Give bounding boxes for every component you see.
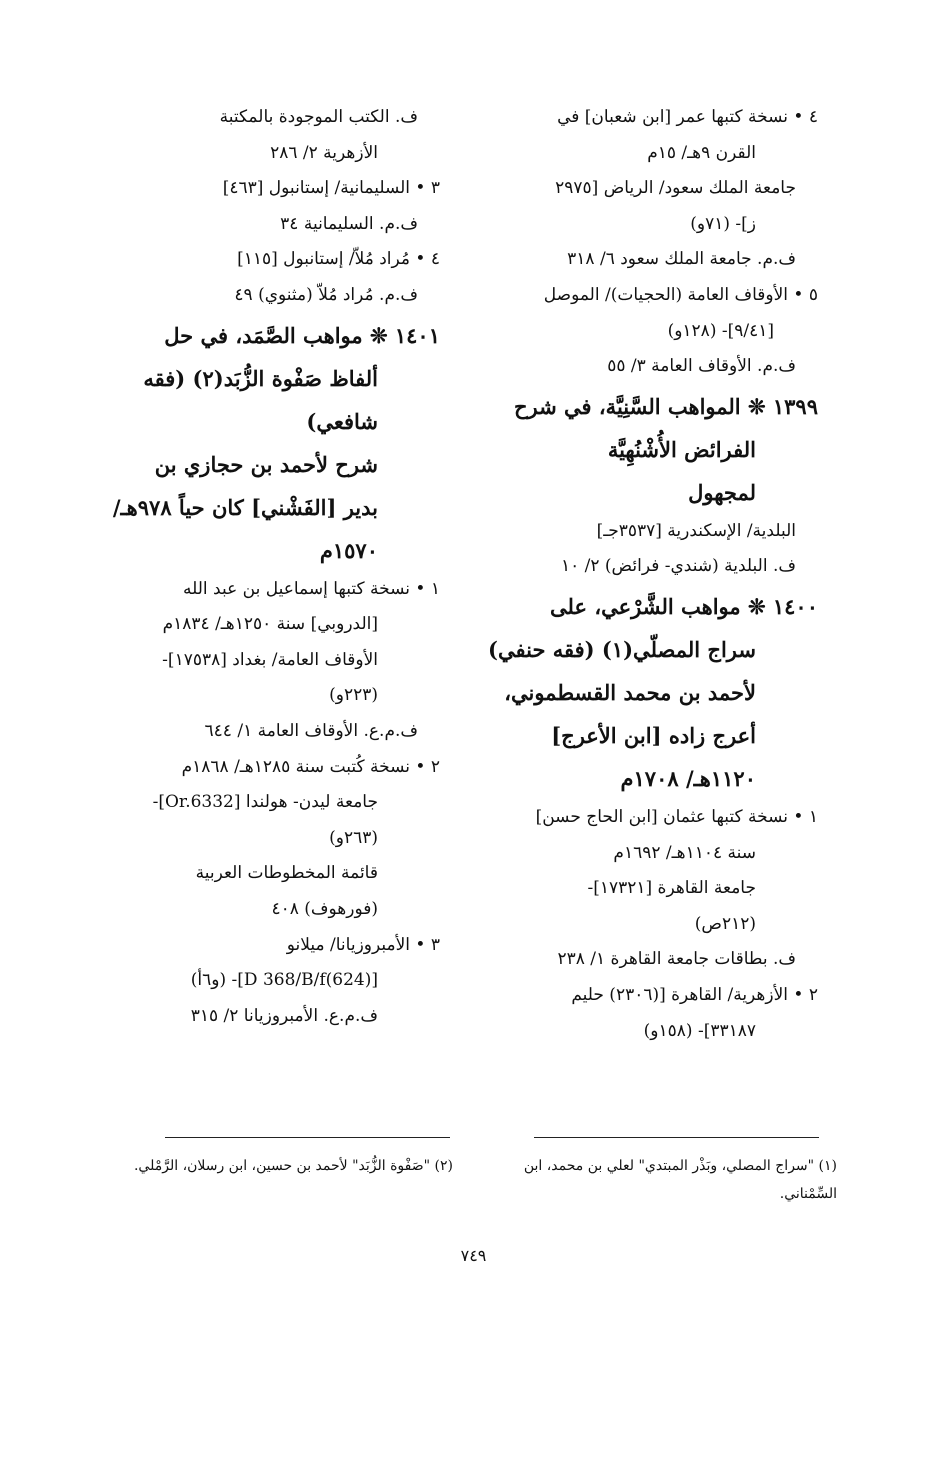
- entry-heading-line: ١٣٩٩ ❊ المواهب السَّنِيَّة، في شرح: [514, 393, 818, 419]
- text-line: [الدروبي] سنة ١٢٥٠هـ/ ١٨٣٤م: [162, 614, 378, 635]
- text-line: ٢ • نسخة كُتبت سنة ١٢٨٥هـ/ ١٨٦٨م: [181, 756, 440, 777]
- text-line: جامعة القاهرة [١٧٣٢١]-: [587, 878, 756, 899]
- text-line: ١ • نسخة كتبها إسماعيل بن عبد الله: [183, 578, 440, 599]
- text-line: ف.م. الأوقاف العامة ٣/ ٥٥: [607, 356, 796, 377]
- text-line: [(624)D 368/B/f]- (و٦أ): [190, 970, 378, 991]
- text-line: ز]- (٧١و): [690, 213, 756, 234]
- entry-heading-line: ١٥٧٠م: [319, 537, 378, 563]
- footnote-rule-right: [534, 1137, 819, 1138]
- text-line: قائمة المخطوطات العربية: [195, 863, 378, 884]
- text-line: ٣ • الأمبروزيانا/ ميلانو: [286, 934, 440, 955]
- footnote-right: (١) "سراج المصلي، وبَذْر المبتدي" لعلي بن محمد، ابن السِّمْناني.: [523, 1158, 837, 1202]
- text-line: جامعة الملك سعود/ الرياض [٢٩٧٥: [555, 178, 796, 199]
- text-line: ٤ • نسخة كتبها عمر [ابن شعبان] في: [557, 107, 818, 127]
- text-line: ٥ • الأوقاف العامة (الحجيات)/ الموصل: [543, 284, 818, 305]
- entry-heading-line: لمجهول: [688, 479, 756, 505]
- text-line: ٤ • مُراد مُلاّ/ إستانبول [١١٥]: [237, 249, 440, 270]
- text-line: ف.م. جامعة الملك سعود ٦/ ٣١٨: [567, 249, 796, 270]
- text-line: القرن ٩هـ/ ١٥م: [647, 142, 756, 163]
- text-line: (فورهوف) ٤٠٨: [271, 898, 378, 919]
- footnote-rule-left: [165, 1137, 450, 1138]
- text-line: ف.م.ع. الأمبروزيانا ٢/ ٣١٥: [190, 1005, 378, 1026]
- text-line: ٣ • السليمانية/ إستانبول [٤٦٣]: [222, 178, 440, 199]
- entry-heading-line: شافعي): [306, 408, 378, 434]
- text-line: ف. الكتب الموجودة بالمكتبة: [219, 107, 418, 127]
- text-line: (٢٦٣و): [329, 827, 378, 848]
- text-line: ف. بطاقات جامعة القاهرة ١/ ٢٣٨: [557, 949, 796, 970]
- left-column: [110, 100, 440, 1034]
- entry-heading-line: شرح لأحمد بن حجازي بن: [154, 451, 378, 477]
- page-number: ٧٤٩: [460, 1246, 487, 1265]
- entry-heading-line: ١١٢٠هـ/ ١٧٠٨م: [620, 765, 756, 791]
- footnote-left: (٢) "صَفْوة الزُّبَد" لأحمد بن حسين، ابن رسلان، الرَّمْلي.: [133, 1158, 453, 1174]
- entry-heading-line: ألفاظ صَفْوة الزُّبَد(٢) (فقه: [143, 365, 378, 391]
- text-line: جامعة ليدن- هولندا [Or.6332]-: [152, 792, 378, 813]
- entry-heading-line: ١٤٠٠ ❊ مواهب الشَّرْعي، على: [550, 593, 818, 619]
- text-line: ف. البلدية (شندي- فرائض) ٢/ ١٠: [560, 556, 796, 577]
- entry-heading-line: أعرج زاده [ابن الأعرج]: [551, 722, 756, 748]
- text-line: سنة ١١٠٤هـ/ ١٦٩٢م: [613, 842, 756, 863]
- text-line: البلدية/ الإسكندرية [٣٥٣٧جـ]: [596, 520, 796, 541]
- right-column: [488, 100, 818, 1049]
- text-line: [٩/٤١]- (١٢٨و): [667, 320, 774, 341]
- text-line: ف.م.ع. الأوقاف العامة ١/ ٦٤٤: [204, 720, 418, 741]
- text-line: (٢١٢ص): [694, 913, 756, 934]
- text-line: (٢٢٣و): [329, 685, 378, 706]
- text-line: الأزهرية ٢/ ٢٨٦: [270, 142, 378, 163]
- entry-heading-line: الفرائض الأُشْنُهِيَّة: [607, 436, 756, 462]
- text-line: الأوقاف العامة/ بغداد [١٧٥٣٨]-: [162, 649, 378, 670]
- entry-heading-line: لأحمد بن محمد القسطموني،: [504, 679, 756, 705]
- text-line: ٢ • الأزهرية/ القاهرة [(٢٣٠٦) حليم: [571, 984, 818, 1005]
- text-line: ف.م. مُراد مُلاّ (مثنوي) ٤٩: [234, 284, 418, 305]
- text-line: ف.م. السليمانية ٣٤: [280, 213, 418, 234]
- text-line: ٣٣١٨٧]- (١٥٨و): [643, 1020, 756, 1041]
- entry-heading-line: بدير [الفَشْني] كان حياً ٩٧٨هـ/: [112, 494, 378, 520]
- entry-heading-line: ١٤٠١ ❊ مواهب الصَّمَد، في حل: [164, 322, 440, 348]
- text-line: ١ • نسخة كتبها عثمان [ابن الحاج حسن]: [535, 806, 818, 827]
- entry-heading-line: سراج المصلّي(١) (فقه حنفي): [488, 636, 756, 662]
